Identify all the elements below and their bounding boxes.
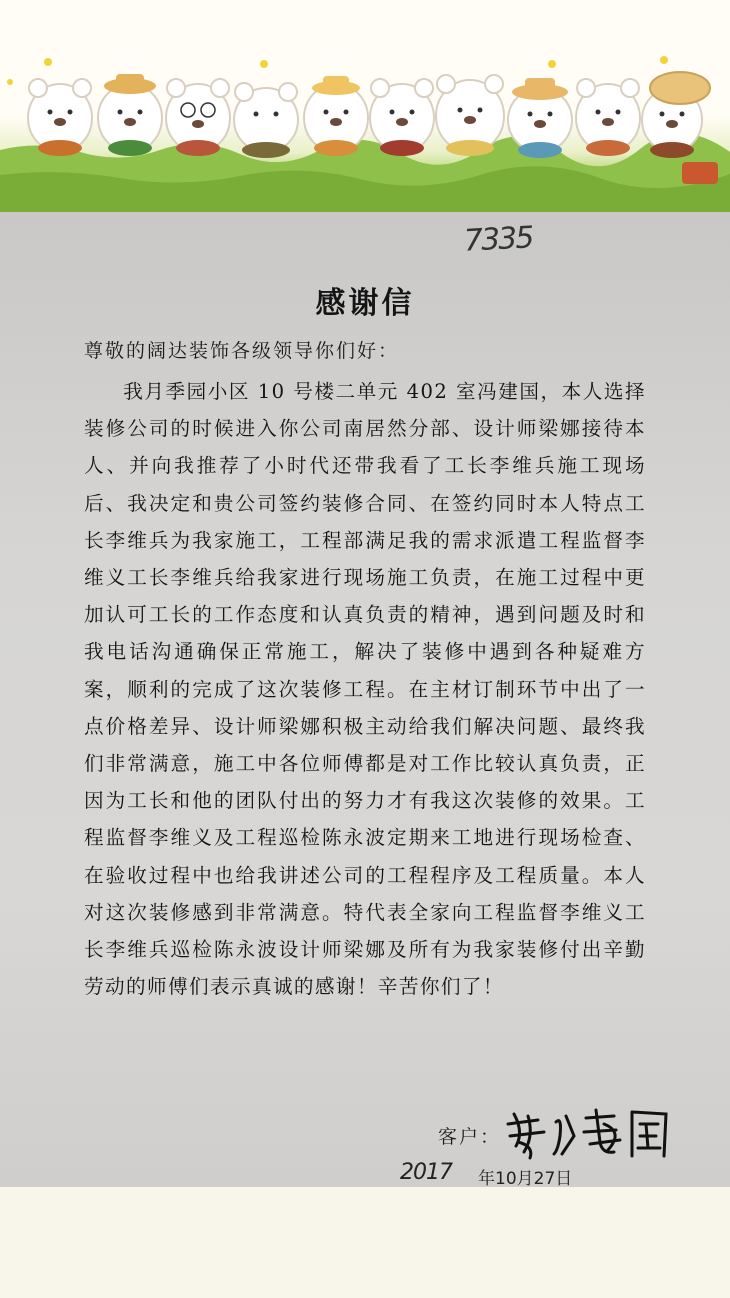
letter-greeting: 尊敬的阔达装饰各级领导你们好：	[84, 340, 400, 362]
letter-title: 感谢信	[315, 286, 415, 321]
letter-date: 年10月27日	[478, 1169, 573, 1187]
handwritten-number: 7335	[463, 220, 534, 259]
signature-label: 客户：	[438, 1126, 502, 1148]
bear-picnic-illustration	[0, 0, 730, 212]
date-row	[400, 1158, 660, 1187]
letter-body: 我月季园小区 10 号楼二单元 402 室冯建国，本人选择装修公司的时候进入你公司南居然分部、设计师梁娜接待本人、并向我推荐了小时代还带我看了工长李维兵施工现场后、我决定和贵公司签约装修合同、在签约同时本人特点工长李维兵为我家施工，工程部满足我的需求派遣工程监督李维义工长李维兵给我家进行现场施工负责，在施工过程中更加认可工长的工作态度和认真负责的精神，遇到问题及时和我电话沟通确保正常施工，解决了装修中遇到各种疑难方案，顺利的完成了这次装修工程。在主材订制环节中出了一点价格差异、设计师梁娜积极主动给我们解决问题、最终我们非常满意，施工中各位师傅都是对工作比较认真负责，正因为工长和他的团队付出的努力才有我这次装修的效果。工程监督李维义及工程巡检陈永波定期来工地进行现场检查、在验收过程中也给我讲述公司的工程程序及工程质量。本人对这次装修感到非常满意。特代表全家向工程监督李维义工长李维兵巡检陈永波设计师梁娜及所有为我家装修付出辛勤劳动的师傅们表示真诚的感谢！辛苦你们了！	[84, 380, 646, 999]
signature-row	[438, 1102, 698, 1162]
handwritten-signature	[504, 1102, 684, 1162]
handwritten-year: 2017	[400, 1160, 452, 1185]
bear-illustration-banner	[0, 0, 730, 212]
page-bottom-margin	[0, 1187, 730, 1298]
letter-paper	[0, 212, 730, 1187]
